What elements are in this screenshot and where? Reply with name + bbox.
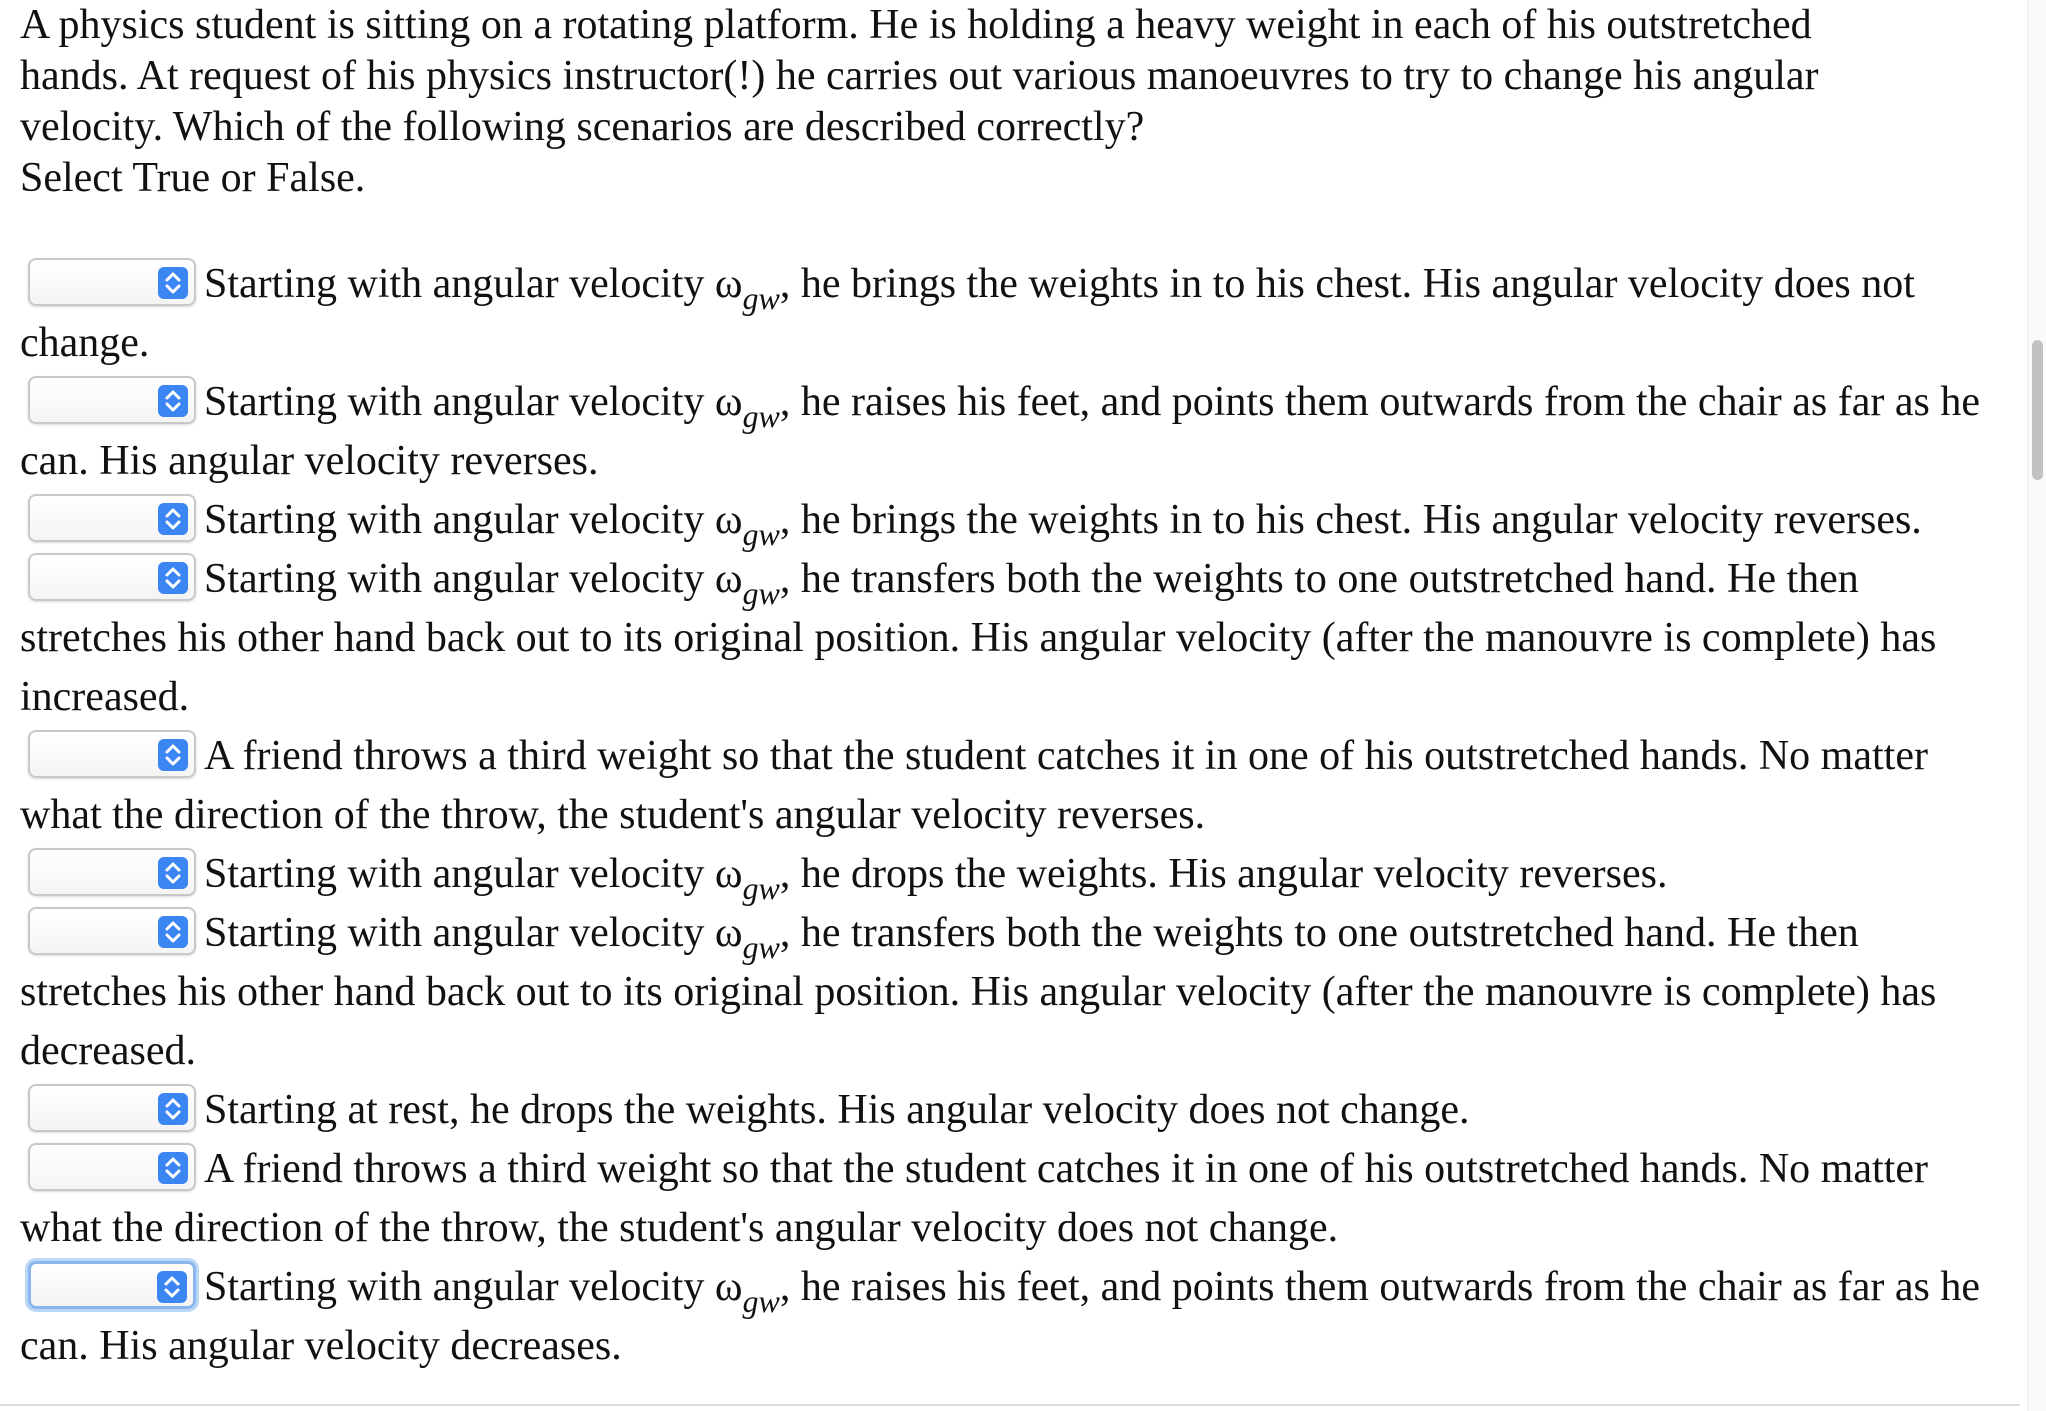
vertical-scrollbar[interactable] (2027, 0, 2046, 1411)
omega-symbol: ω (714, 556, 743, 602)
chevron-updown-icon[interactable] (158, 739, 188, 771)
select-box[interactable] (28, 848, 196, 896)
select-box[interactable] (28, 376, 196, 424)
statement-text: Starting with angular velocity (204, 910, 715, 956)
statement-item (20, 1258, 2010, 1376)
true-false-select[interactable] (28, 907, 196, 955)
question-content (20, 0, 2010, 1376)
question-text-line-3: velocity. Which of the following scenarios are described correctly? (20, 104, 1145, 150)
select-box[interactable] (28, 494, 196, 542)
statement-text: Starting with angular velocity (204, 379, 715, 425)
select-box[interactable] (28, 1143, 196, 1191)
statement-item (20, 845, 2010, 904)
chevron-updown-icon[interactable] (158, 916, 188, 948)
true-false-select[interactable] (28, 553, 196, 601)
statement-list (20, 255, 2010, 1376)
omega-subscript: gw (742, 1283, 780, 1319)
statement-text: A friend throws a third weight so that the student catches it in one of his outstretched hands. No matter what the direction of the throw, the student's angular velocity does not change. (20, 1146, 1928, 1251)
true-false-select[interactable] (28, 1084, 196, 1132)
true-false-select[interactable] (28, 730, 196, 778)
instruction-text: Select True or False. (20, 155, 366, 201)
chevron-updown-icon[interactable] (158, 857, 188, 889)
statement-text-continued: , he transfers both the weights to one outstretched hand. He then stretches his other hand back out to its original position. His angular velocity (after the manouvre is complete) has increased. (20, 556, 1937, 720)
select-box[interactable] (28, 730, 196, 778)
statement-text: Starting with angular velocity (204, 261, 715, 307)
omega-subscript: gw (742, 870, 780, 906)
scrollbar-thumb[interactable] (2032, 340, 2043, 480)
true-false-select[interactable] (28, 1261, 196, 1309)
omega-symbol: ω (714, 497, 743, 543)
omega-subscript: gw (742, 280, 780, 316)
select-box[interactable] (28, 1261, 196, 1309)
statement-item (20, 727, 2010, 845)
chevron-updown-icon[interactable] (158, 503, 188, 535)
omega-symbol: ω (714, 851, 743, 897)
omega-subscript: gw (742, 575, 780, 611)
question-text-line-1: A physics student is sitting on a rotating platform. He is holding a heavy weight in each of his outstretched (20, 2, 1812, 48)
statement-text: Starting with angular velocity (204, 497, 715, 543)
statement-item (20, 1081, 2010, 1140)
statement-text: Starting with angular velocity (204, 556, 715, 602)
statement-item (20, 1140, 2010, 1258)
statement-item (20, 550, 2010, 727)
statement-text: A friend throws a third weight so that the student catches it in one of his outstretched hands. No matter what the direction of the throw, the student's angular velocity reverses. (20, 733, 1928, 838)
select-box[interactable] (28, 907, 196, 955)
chevron-updown-icon[interactable] (157, 1271, 187, 1303)
omega-symbol: ω (714, 379, 743, 425)
true-false-select[interactable] (28, 848, 196, 896)
statement-text: Starting with angular velocity (204, 851, 715, 897)
omega-symbol: ω (714, 1264, 743, 1310)
statement-text-continued: , he brings the weights in to his chest. His angular velocity does not change. (20, 261, 1915, 366)
chevron-updown-icon[interactable] (158, 1152, 188, 1184)
bottom-divider (0, 1404, 2020, 1406)
statement-text-continued: , he brings the weights in to his chest. His angular velocity reverses. (779, 497, 1922, 543)
question-text-line-2: hands. At request of his physics instructor(!) he carries out various manoeuvres to try to change his angular (20, 53, 1819, 99)
select-box[interactable] (28, 1084, 196, 1132)
omega-symbol: ω (714, 261, 743, 307)
true-false-select[interactable] (28, 1143, 196, 1191)
statement-text-continued: , he transfers both the weights to one outstretched hand. He then stretches his other hand back out to its original position. His angular velocity (after the manouvre is complete) has decreased. (20, 910, 1937, 1074)
omega-symbol: ω (714, 910, 743, 956)
statement-text: Starting with angular velocity (204, 1264, 715, 1310)
select-box[interactable] (28, 258, 196, 306)
select-box[interactable] (28, 553, 196, 601)
chevron-updown-icon[interactable] (158, 562, 188, 594)
omega-subscript: gw (742, 929, 780, 965)
chevron-updown-icon[interactable] (158, 385, 188, 417)
true-false-select[interactable] (28, 258, 196, 306)
statement-item (20, 373, 2010, 491)
question-intro (20, 0, 2010, 204)
statement-text-continued: , he drops the weights. His angular velocity reverses. (779, 851, 1668, 897)
chevron-updown-icon[interactable] (158, 267, 188, 299)
statement-item (20, 904, 2010, 1081)
statement-item (20, 255, 2010, 373)
statement-text-continued: , he raises his feet, and points them outwards from the chair as far as he can. His angular velocity reverses. (20, 379, 1981, 484)
statement-text: Starting at rest, he drops the weights. His angular velocity does not change. (204, 1087, 1470, 1133)
true-false-select[interactable] (28, 376, 196, 424)
chevron-updown-icon[interactable] (158, 1093, 188, 1125)
omega-subscript: gw (742, 398, 780, 434)
statement-text-continued: , he raises his feet, and points them outwards from the chair as far as he can. His angular velocity decreases. (20, 1264, 1981, 1369)
omega-subscript: gw (742, 516, 780, 552)
statement-item (20, 491, 2010, 550)
true-false-select[interactable] (28, 494, 196, 542)
